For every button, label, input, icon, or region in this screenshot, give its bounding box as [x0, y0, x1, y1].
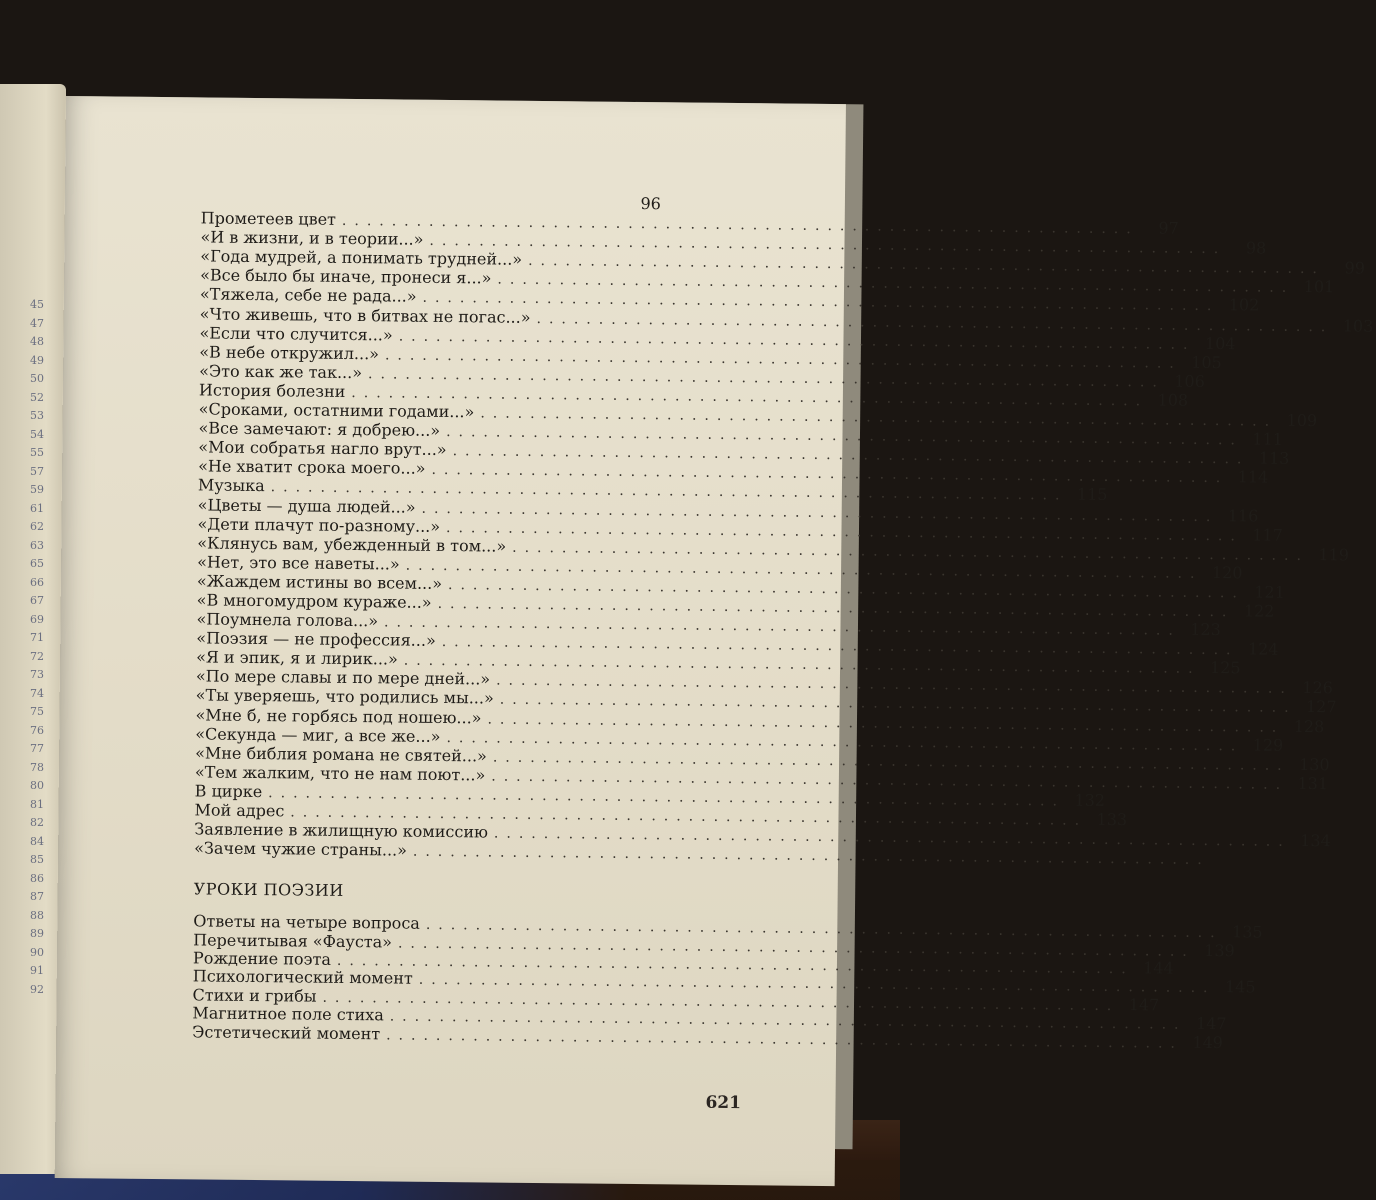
section-heading: УРОКИ ПОЭЗИИ — [193, 879, 344, 901]
leader-dots: ................................................................ — [405, 557, 1203, 582]
leader-dots: ................................................................ — [403, 652, 1201, 678]
leader-dots: ................................................................ — [431, 462, 1229, 487]
left-page-number: 69 — [30, 612, 44, 626]
leader-dots: ................................................................ — [351, 384, 1149, 410]
leader-dots: ................................................................ — [270, 479, 1068, 504]
left-page-number: 92 — [30, 982, 44, 996]
leader-dots — [207, 204, 621, 208]
left-page-number: 50 — [30, 372, 44, 385]
toc-entry-title: «Нет, это все наветы...» — [197, 552, 400, 574]
toc-entry-page: 129 — [1252, 735, 1284, 755]
leader-dots: ................................................................ — [491, 768, 1289, 793]
toc-entry-title: Прометеев цвет — [200, 208, 337, 229]
leader-dots: ................................................................ — [383, 614, 1181, 639]
toc-entry-page: 134 — [1300, 831, 1331, 851]
leader-dots: ................................................................ — [429, 233, 1227, 258]
toc-entry-page: 124 — [1247, 639, 1279, 659]
toc-entry-title: «Жаждем истины во всем...» — [196, 571, 443, 593]
toc-entry-title: История болезни — [198, 380, 346, 401]
left-page-number: 67 — [30, 594, 44, 607]
toc-entry-title: «И в жизни, и в теории...» — [200, 227, 424, 249]
toc-entry-title: «Тяжела, себе не рада...» — [199, 284, 417, 307]
toc-entry-title: «В небе откружил...» — [199, 342, 380, 364]
toc-entry-page: 99 — [1344, 258, 1366, 278]
toc-entry-page: 147 — [1195, 1014, 1227, 1034]
left-page-number: 65 — [30, 557, 44, 570]
left-page-number: 55 — [30, 446, 44, 459]
toc-entry-page: 132 — [1074, 790, 1106, 810]
toc-entry-page: 131 — [1297, 773, 1329, 794]
leader-dots: ................................................................ — [499, 692, 1297, 717]
toc-entry-page: 123 — [1190, 619, 1221, 640]
toc-entry-page: 120 — [1211, 562, 1243, 583]
leader-dots: ................................................................ — [480, 405, 1278, 430]
toc-entry-page: 103 — [1342, 315, 1374, 336]
toc-entry-page: 127 — [1305, 697, 1337, 717]
toc-entry-title: «Ты уверяешь, что родились мы...» — [195, 685, 494, 708]
toc-entry-page: 145 — [1224, 977, 1256, 997]
left-page-numbers — [4, 296, 44, 999]
toc-entry-page: 126 — [1302, 678, 1333, 698]
left-page-number: 75 — [30, 705, 44, 718]
toc-entry-page: 121 — [1254, 582, 1285, 602]
left-page-number: 62 — [30, 520, 44, 533]
toc-entry-title: «Мне библия романа не святей...» — [195, 743, 488, 766]
toc-entry-page: 114 — [1237, 467, 1269, 487]
left-page-number: 54 — [30, 427, 44, 441]
table-of-contents — [192, 189, 1374, 1052]
toc-entry-title: «Поэзия — не профессия...» — [196, 628, 436, 651]
toc-entry-page: 144 — [1143, 958, 1174, 978]
toc-entry-title: «Я и эпик, я и лирик...» — [196, 647, 398, 669]
leader-dots: ................................................................ — [528, 253, 1325, 278]
left-page-number: 90 — [30, 945, 44, 959]
left-page-number: 53 — [30, 409, 44, 422]
leader-dots: ................................................................ — [398, 328, 1196, 353]
leader-dots: ................................................................ — [367, 366, 1165, 391]
leader-dots: ................................................................ — [446, 424, 1243, 449]
toc-entry-title: Музыка — [197, 475, 265, 496]
toc-entry-title: В цирке — [194, 781, 263, 801]
toc-entry-page: 108 — [1157, 390, 1189, 410]
left-page-number: 81 — [30, 797, 44, 811]
toc-lessons-list — [192, 911, 1263, 1052]
toc-entry-title: «Что живешь, что в битвах не погас...» — [199, 303, 531, 327]
left-page-number: 48 — [30, 335, 44, 348]
toc-entry-title: «Года мудрей, а понимать трудней...» — [200, 246, 523, 270]
left-page-number: 47 — [30, 316, 44, 330]
toc-entry-title: «Не хватит срока моего...» — [198, 456, 426, 479]
leader-dots: ................................................................ — [422, 290, 1220, 315]
left-page-number: 59 — [30, 483, 44, 496]
leader-dots: ................................................................ — [425, 917, 1223, 942]
left-page-number: 61 — [30, 501, 44, 515]
toc-entry-page: 97 — [1158, 218, 1179, 238]
toc-entry-page: 102 — [1228, 295, 1260, 315]
toc-entry-title: «Все было бы иначе, пронеси я...» — [200, 265, 492, 288]
left-page-number: 86 — [30, 871, 44, 885]
toc-entry-page: 139 — [1204, 940, 1235, 960]
left-page-number: 66 — [30, 575, 44, 589]
toc-entry-page: 149 — [1192, 1032, 1224, 1052]
leader-dots: ................................................................ — [386, 1027, 1184, 1052]
leader-dots: ................................................................ — [268, 785, 1066, 810]
leader-dots: ................................................................ — [446, 729, 1244, 754]
left-page-number: 76 — [30, 723, 44, 737]
toc-entry-page: 125 — [1209, 658, 1241, 678]
toc-entry-title: «Все замечают: я добрею...» — [198, 418, 441, 441]
leader-dots: ................................................................ — [497, 271, 1295, 297]
toc-entry-page: 109 — [1286, 410, 1318, 431]
toc-entry-page: 117 — [1252, 525, 1283, 545]
left-page-number: 77 — [30, 742, 44, 755]
toc-entry-title: «Поумнела голова...» — [196, 609, 379, 631]
toc-entry-title: «Мне б, не горбясь под ношею...» — [195, 704, 482, 727]
leader-dots: ................................................................ — [493, 825, 1291, 850]
toc-entry-title: «Тем жалким, что не нам поют...» — [194, 762, 486, 785]
leader-dots: ................................................................ — [437, 595, 1235, 621]
leader-dots: ................................................................ — [389, 1008, 1187, 1034]
toc-entry-page: 133 — [1096, 809, 1128, 830]
leader-dots: ................................................................ — [397, 935, 1195, 960]
left-page-number: 84 — [30, 834, 44, 848]
left-page-number: 87 — [30, 890, 44, 903]
leader-dots: ................................................................ — [536, 310, 1334, 335]
toc-entry-title: «Сроками, остатними годами...» — [198, 399, 475, 422]
toc-entry-page: 128 — [1293, 716, 1325, 736]
toc-entry-title: Ответы на четыре вопроса — [193, 911, 420, 934]
toc-entry-page: 147 — [1128, 995, 1160, 1015]
toc-entry-title: Эстетический момент — [192, 1021, 381, 1043]
toc-entry-page: 119 — [1318, 544, 1350, 565]
toc-entry-title: Стихи и грибы — [192, 985, 317, 1006]
page-number: 621 — [705, 1092, 742, 1114]
left-page-number: 91 — [30, 964, 44, 977]
toc-entry-title: Заявление в жилищную комиссию — [194, 819, 489, 842]
leader-dots: ................................................................ — [512, 539, 1310, 564]
left-page-number: 78 — [30, 760, 44, 774]
leader-dots: ................................................................ — [290, 804, 1088, 829]
left-page-number: 85 — [30, 853, 44, 866]
left-page-number: 63 — [30, 538, 44, 552]
leader-dots: ................................................................ — [447, 576, 1245, 602]
toc-entry-title: «Клянусь вам, убежденный в том...» — [197, 533, 507, 556]
toc-entry-page: 130 — [1299, 754, 1330, 774]
toc-entry-page: 101 — [1303, 277, 1335, 297]
leader-dots: ................................................................ — [412, 843, 1210, 869]
toc-entry-title: Перечитывая «Фауста» — [193, 930, 393, 952]
leader-dots: ................................................................ — [384, 347, 1182, 372]
toc-entry-page: 113 — [1258, 448, 1290, 469]
leader-dots: ................................................................ — [441, 634, 1239, 659]
toc-entry-title: «Зачем чужие страны...» — [194, 838, 408, 860]
toc-entry-title: «Цветы — душа людей...» — [197, 494, 416, 517]
leader-dots: ................................................................ — [492, 749, 1290, 774]
toc-entry-title: «Мои собратья нагло врут...» — [198, 437, 447, 460]
toc-entry-page: 135 — [1231, 922, 1263, 942]
left-page-number: 88 — [30, 908, 44, 922]
toc-entry-page: 116 — [1227, 505, 1259, 526]
leader-dots: ................................................................ — [487, 710, 1285, 736]
left-page-number: 73 — [30, 668, 44, 681]
leader-dots: ................................................................ — [418, 972, 1216, 997]
leader-dots: ................................................................ — [421, 500, 1219, 525]
left-page-number: 71 — [30, 631, 44, 644]
toc-entry-page: 106 — [1174, 371, 1205, 391]
right-page — [55, 96, 1374, 1186]
toc-entry-title: «Это как же так...» — [199, 361, 363, 382]
toc-entry-page: 115 — [1076, 485, 1108, 505]
left-page-number: 89 — [30, 927, 44, 940]
leader-dots: ................................................................ — [322, 989, 1120, 1014]
toc-entry-page: 98 — [1245, 238, 1267, 258]
left-page-number: 45 — [30, 298, 44, 311]
toc-entry-page: 96 — [640, 194, 662, 214]
toc-entry-title: Мой адрес — [194, 800, 285, 821]
leader-dots: ................................................................ — [452, 443, 1250, 468]
left-page-number: 80 — [30, 779, 44, 792]
toc-entry-title: «По мере славы и по мере дней...» — [195, 666, 491, 689]
left-page-number: 74 — [30, 686, 44, 700]
toc-entry-title: «В многомудром кураже...» — [196, 590, 432, 612]
leader-dots: ................................................................ — [496, 672, 1293, 698]
toc-entry-page: 104 — [1204, 333, 1236, 353]
toc-entry-title: «Дети плачут по-разному...» — [197, 513, 441, 536]
left-page-number: 82 — [30, 816, 44, 829]
leader-dots: ................................................................ — [341, 212, 1139, 238]
toc-entry-page: 105 — [1191, 352, 1222, 372]
toc-entry-title: Рождение поэта — [192, 948, 332, 969]
toc-entry-page: 122 — [1243, 601, 1275, 621]
toc-main-list — [194, 189, 1374, 869]
left-page-number: 52 — [30, 390, 44, 404]
toc-entry-title: «Секунда — миг, а все же...» — [195, 724, 441, 746]
leader-dots: ................................................................ — [445, 519, 1243, 544]
left-page-number: 57 — [30, 464, 44, 478]
leader-dots: ................................................................ — [336, 952, 1134, 978]
left-page-number: 49 — [30, 353, 44, 367]
toc-entry-page: 111 — [1252, 429, 1283, 449]
left-page-number: 72 — [30, 649, 44, 663]
toc-entry-title: «Если что случится...» — [199, 323, 393, 345]
toc-entry-title: Магнитное поле стиха — [192, 1003, 384, 1025]
toc-entry-title: Психологический момент — [192, 966, 413, 989]
